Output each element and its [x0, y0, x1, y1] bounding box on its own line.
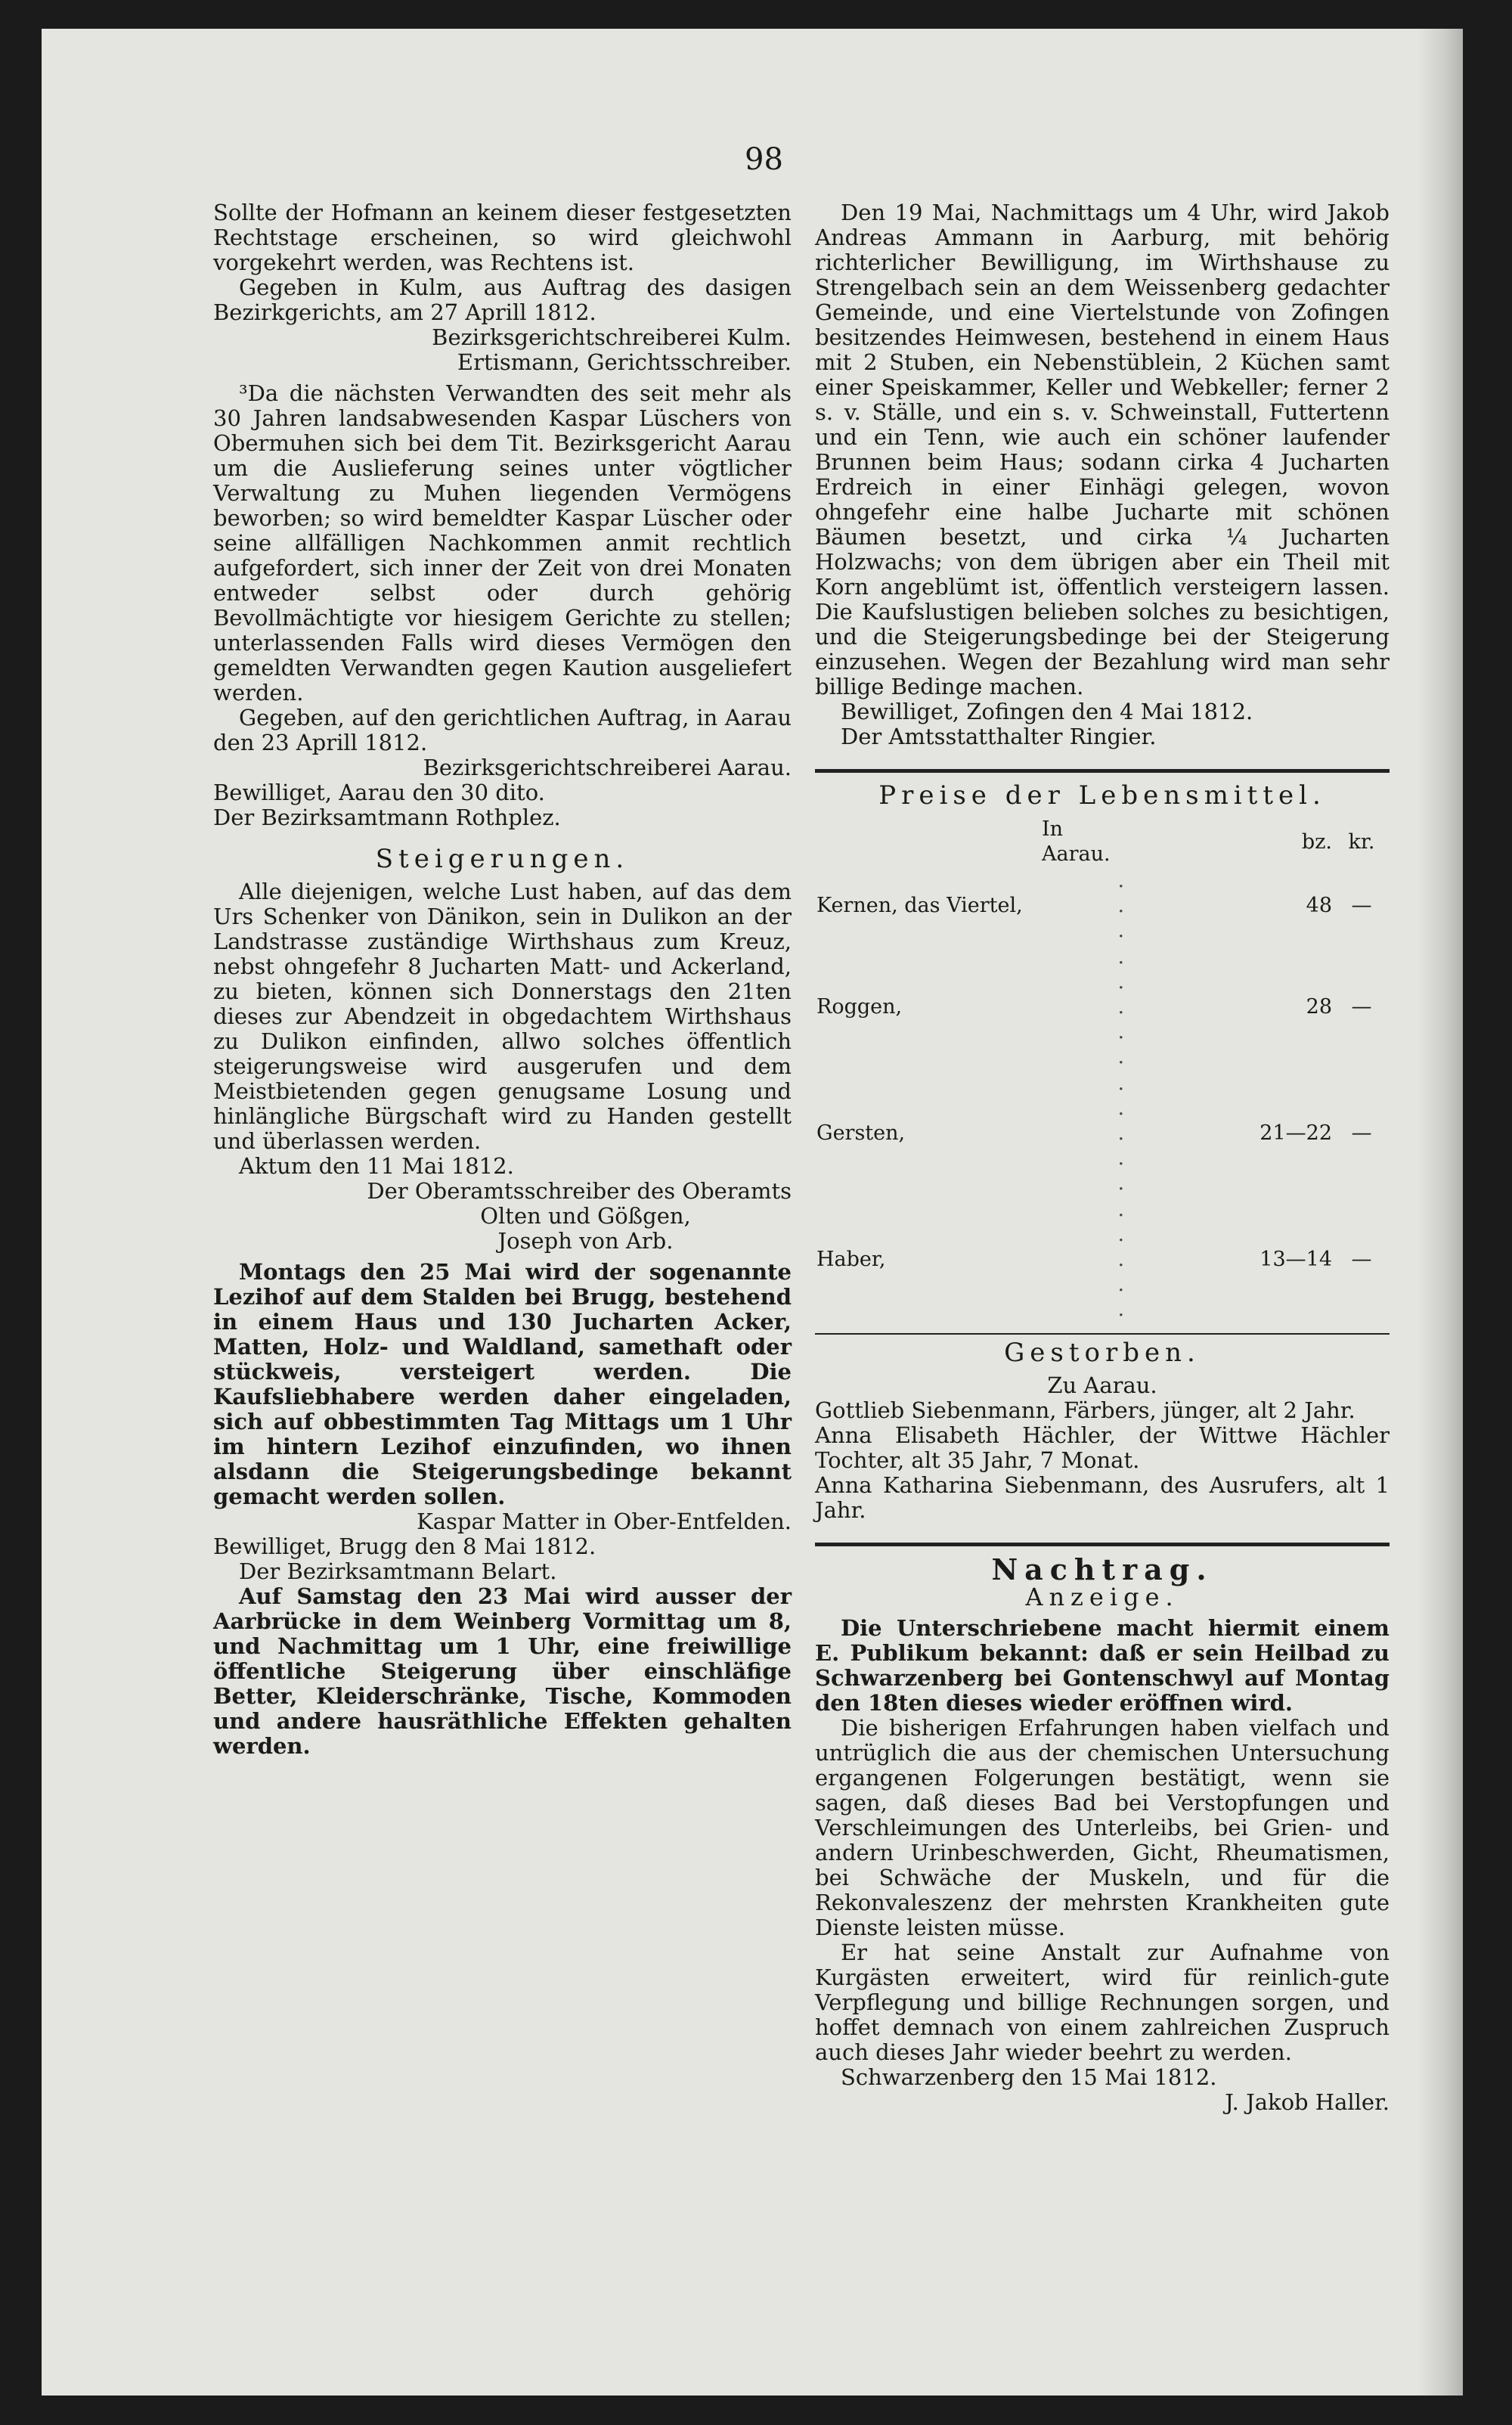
notice-luescher-given: Gegeben, auf den gerichtlichen Auftrag, in Aarau den 23 Aprill 1812.: [213, 705, 792, 755]
price-item: Roggen,: [816, 995, 903, 1019]
prices-table: [815, 816, 1390, 1323]
prices-heading: Preise der Lebensmittel.: [878, 780, 1326, 811]
price-bz: 48: [1306, 894, 1332, 917]
divider: [815, 1333, 1390, 1335]
page-number: 98: [745, 142, 783, 177]
notice-luescher-approval-official: Der Bezirksamtmann Rothplez.: [213, 805, 561, 830]
prices-col-kr: kr.: [1348, 830, 1375, 854]
price-row: [815, 867, 1390, 944]
auction-lezihof-approval: Bewilliget, Brugg den 8 Mai 1812.: [213, 1533, 596, 1559]
auction-lezihof-approval-official: Der Bezirksamtmann Belart.: [239, 1558, 557, 1584]
price-item: Haber,: [816, 1248, 886, 1271]
announcement-heading: Anzeige.: [1025, 1583, 1179, 1611]
supplement-heading: Nachtrag.: [991, 1552, 1213, 1586]
auction-strengelbach-approval: Bewilliget, Zofingen den 4 Mai 1812.: [841, 699, 1253, 724]
auction-strengelbach-text: Den 19 Mai, Nachmittags um 4 Uhr, wird Jakob Andreas Ammann in Aarburg, mit behörig richterlicher Bewilligung, im Wirthshause zu Strengelbach sein an dem Weissenberg gedachter Gemeinde, und eine Viertelstunde von Zofingen besitzendes Heimwesen, bestehend in einem Haus mit 2 Stuben, ein Nebenstüblein, 2 Küchen samt einer Speiskammer, Keller und Webkeller; ferner 2 s. v. Ställe, und ein s. v. Schweinstall, Futtertenn und ein Tenn, wie auch ein schöner laufender Brunnen beim Haus; sodann cirka 4 Jucharten Erdreich in einer Einhägi gelegen, wovon ohngefehr eine halbe Jucharte mit schönen Bäumen besetzt, und cirka ¼ Jucharten Holzwachs; von dem übrigen aber ein Theil mit Korn angeblümt ist, öffentlich versteigern lassen. Die Kaufslustigen belieben solches zu besichtigen, und die Steigerungsbedinge bei der Steigerung einzusehen. Wegen der Bezahlung wird man sehr billige Bedinge machen.: [815, 200, 1390, 699]
announcement-text-3: Er hat seine Anstalt zur Aufnahme von Kurgästen erweitert, wird für reinlich-gute Verpflegung und billige Rechnungen sorgen, und hoffet demnach von einem zahlreichen Zuspruch auch dieses Jahr wieder beehrt zu werden.: [815, 1940, 1390, 2065]
deaths-heading: Gestorben.: [1004, 1338, 1201, 1368]
notice-kulm-text: Sollte der Hofmann an keinem dieser festgesetzten Rechtstage erscheinen, so wird gleichwohl vorgekehrt werden, was Rechtens ist.: [213, 200, 792, 275]
auction-lezihof-signature: Kaspar Matter in Ober-Entfelden.: [417, 1509, 792, 1534]
price-kr: —: [1351, 894, 1372, 917]
announcement-signature: J. Jakob Haller.: [1225, 2089, 1390, 2115]
divider: [815, 1543, 1390, 1546]
prices-header-row: [815, 816, 1390, 867]
announcement-text-2: Die bisherigen Erfahrungen haben vielfach und untrüglich die aus der chemischen Untersuchung ergangenen Folgerungen bestätigt, wenn sie sagen, daß dieses Bad bei Verstopfungen und Verschleimungen des Unterleibs, bei Grien- und andern Urinbeschwerden, Gicht, Rheumatismen, bei Schwäche der Muskeln, und für die Rekonvaleszenz der mehrsten Krankheiten gute Dienste leisten müsse.: [815, 1715, 1390, 1940]
price-dots: . . . . .: [1117, 1071, 1161, 1195]
price-bz: 13—14: [1259, 1248, 1332, 1271]
deaths-list: [815, 1398, 1390, 1523]
divider: [815, 769, 1390, 773]
price-item: Gersten,: [816, 1121, 906, 1145]
deaths-place: Zu Aarau.: [1047, 1372, 1157, 1398]
auction-dulikon-signature-1: Der Oberamtsschreiber des Oberamts: [367, 1178, 792, 1204]
death-entry: Anna Katharina Siebenmann, des Ausrufers, alt 1 Jahr.: [815, 1472, 1390, 1523]
notice-luescher-text: ³Da die nächsten Verwandten des seit mehr als 30 Jahren landsabwesenden Kaspar Lüschers von Obermuhen sich bei dem Tit. Bezirksgericht Aarau um die Auslieferung seines unter vögtlicher Verwaltung zu Muhen liegenden Vermögens beworben; so wird bemeldter Kaspar Lüscher oder seine allfälligen Nachkommen anmit rechtlich aufgefordert, sich inner der Zeit von drei Monaten entweder selbst oder durch gehörig Bevollmächtigte vor hiesigem Gerichte zu stellen; unterlassenden Falls wird dieses Vermögen den gemeldten Verwandten gegen Kaution ausgeliefert werden.: [213, 380, 792, 705]
right-column: [815, 200, 1390, 2115]
price-item: Kernen, das Viertel,: [816, 894, 1023, 917]
price-kr: —: [1351, 1121, 1372, 1145]
auction-lezihof-text: Montags den 25 Mai wird der sogenannte Lezihof auf dem Stalden bei Brugg, bestehend in einem Haus und 130 Jucharten Acker, Matten, Holz- und Waldland, samethaft oder stückweis, versteigert werden. Die Kaufsliebhabere werden daher eingeladen, sich auf obbestimmten Tag Mittags um 1 Uhr im hintern Lezihof einzufinden, wo ihnen alsdann die Steigerungsbedinge bekannt gemacht werden sollen.: [213, 1259, 792, 1509]
notice-luescher-signature: Bezirksgerichtschreiberei Aarau.: [423, 755, 792, 780]
auction-weinberg-text: Auf Samstag den 23 Mai wird ausser der Aarbrücke in dem Weinberg Vormittag um 8, und Nachmittag um 1 Uhr, eine freiwillige öffentliche Steigerung über einschläfige Better, Kleiderschränke, Tische, Kommoden und andere hausräthliche Effekten gehalten werden.: [213, 1583, 792, 1759]
prices-place: In Aarau.: [1042, 817, 1111, 866]
notice-luescher-approval: Bewilliget, Aarau den 30 dito.: [213, 780, 545, 805]
notice-kulm-given: Gegeben in Kulm, aus Auftrag des dasigen Bezirkgerichts, am 27 Aprill 1812.: [213, 274, 792, 325]
notice-kulm-signature-office: Bezirksgerichtschreiberei Kulm.: [432, 324, 792, 350]
announcement-date: Schwarzenberg den 15 Mai 1812.: [841, 2064, 1217, 2090]
price-row: [815, 1070, 1390, 1196]
prices-col-bz: bz.: [1301, 830, 1332, 854]
auction-dulikon-signature-3: Joseph von Arb.: [497, 1228, 674, 1254]
price-kr: —: [1351, 995, 1372, 1019]
auction-strengelbach-approval-official: Der Amtsstatthalter Ringier.: [841, 724, 1157, 749]
left-column: [213, 200, 792, 1759]
page-fold-shadow: [1418, 29, 1463, 2396]
price-dots: . . . . .: [1117, 945, 1161, 1068]
notice-kulm-signature-name: Ertismann, Gerichtsschreiber.: [457, 349, 792, 375]
price-row: [815, 1196, 1390, 1323]
auction-dulikon-signature-2: Olten und Gößgen,: [480, 1203, 691, 1229]
auction-dulikon-date: Aktum den 11 Mai 1812.: [239, 1153, 514, 1179]
death-entry: Gottlieb Siebenmann, Färbers, jünger, alt 2 Jahr.: [815, 1397, 1356, 1423]
price-dots: . . .: [1117, 869, 1161, 942]
auction-dulikon-text: Alle diejenigen, welche Lust haben, auf das dem Urs Schenker von Dänikon, sein in Dulikon an der Landstrasse zuständige Wirthshaus zum Kreuz, nebst ohngefehr 8 Jucharten Matt- und Ackerland, zu bieten, können sich Donnerstags den 21ten dieses zur Abendzeit in obgedachtem Wirthshaus zu Dulikon einfinden, allwo solches öffentlich steigerungsweise wird ausgerufen und dem Meistbietenden gegen genugsame Losung und hinlängliche Bürgschaft wird zu Handen gestellt und überlassen werden.: [213, 879, 792, 1154]
announcement-text-1: Die Unterschriebene macht hiermit einem E. Publikum bekannt: daß er sein Heilbad zu Schwarzenberg bei Gontenschwyl auf Montag den 18ten dieses wieder eröffnen wird.: [815, 1615, 1390, 1716]
price-bz: 28: [1306, 995, 1332, 1019]
price-bz: 21—22: [1259, 1121, 1332, 1145]
price-row: [815, 944, 1390, 1070]
section-heading-auctions: Steigerungen.: [375, 844, 630, 874]
death-entry: Anna Elisabeth Hächler, der Wittwe Hächler Tochter, alt 35 Jahr, 7 Monat.: [815, 1422, 1390, 1473]
price-dots: . . . . .: [1117, 1198, 1161, 1321]
price-kr: —: [1351, 1248, 1372, 1271]
